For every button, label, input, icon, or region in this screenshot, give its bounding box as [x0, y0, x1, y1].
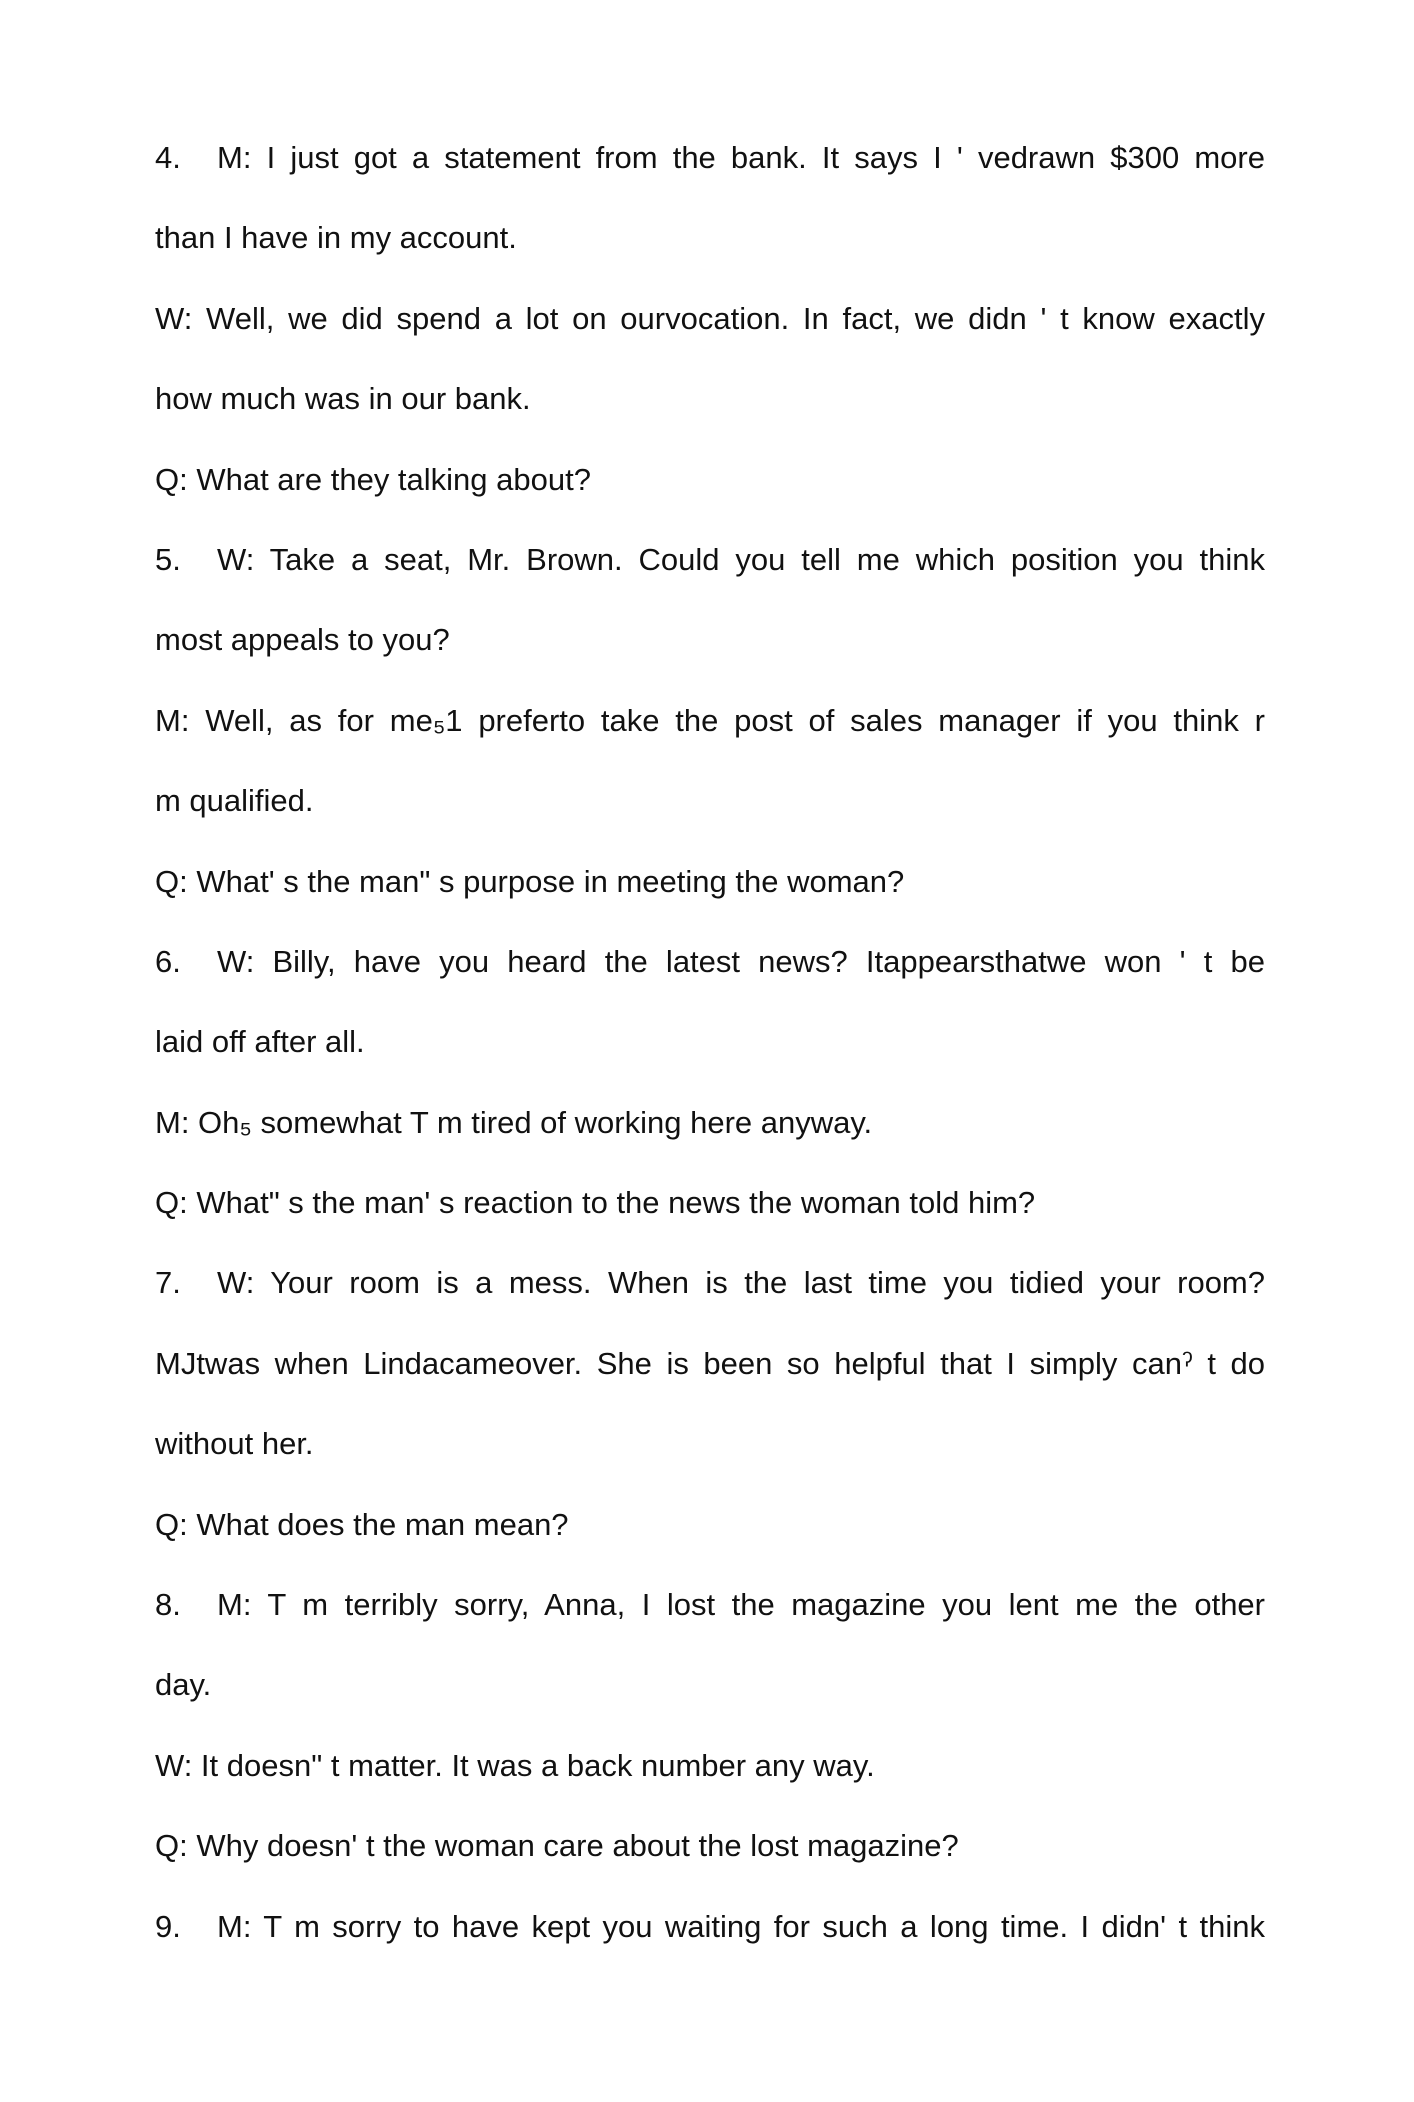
- line-text: M: Well, as for me₅1 preferto take the post of sales manager if you think r: [155, 702, 1265, 738]
- line-text: Q: What does the man mean?: [155, 1506, 569, 1542]
- line-text: laid off after all.: [155, 1024, 365, 1060]
- line-text: without her.: [155, 1426, 314, 1462]
- item-number: 7.: [155, 1265, 181, 1301]
- item-8-woman-line: [155, 1726, 1265, 1806]
- dialogue-text: [155, 118, 1265, 1967]
- item-5-woman-line: [155, 520, 1265, 600]
- line-text: Q: What" s the man' s reaction to the news the woman told him?: [155, 1185, 1036, 1221]
- line-text: how much was in our bank.: [155, 381, 531, 417]
- item-8-man-line: [155, 1565, 1265, 1645]
- line-text: Q: What are they talking about?: [155, 461, 591, 497]
- item-number: 4.: [155, 140, 181, 175]
- line-text: day.: [155, 1667, 212, 1703]
- item-5-man-line-cont: [155, 761, 1265, 841]
- item-6-question: [155, 1163, 1265, 1243]
- item-4-woman-line-cont: [155, 359, 1265, 439]
- item-7-man-line: [155, 1324, 1265, 1404]
- line-text: W: Billy, have you heard the latest news? Itappearsthatwe won ' t be: [217, 943, 1265, 979]
- item-number: 6.: [155, 943, 181, 979]
- line-text: W: Take a seat, Mr. Brown. Could you tell me which position you think: [217, 541, 1265, 577]
- item-7-question: [155, 1485, 1265, 1565]
- item-8-man-line-cont: [155, 1645, 1265, 1725]
- line-text: Q: Why doesn' t the woman care about the lost magazine?: [155, 1828, 959, 1864]
- item-6-woman-line: [155, 922, 1265, 1002]
- item-4-man-line: [155, 118, 1265, 198]
- item-7-woman-line: [155, 1243, 1265, 1323]
- line-text: M: I just got a statement from the bank. It says I ' vedrawn $300 more: [217, 140, 1265, 175]
- line-text: Q: What' s the man" s purpose in meeting the woman?: [155, 863, 905, 899]
- item-6-woman-line-cont: [155, 1002, 1265, 1082]
- item-7-man-line-cont: [155, 1404, 1265, 1484]
- item-8-question: [155, 1806, 1265, 1886]
- item-number: 5.: [155, 541, 181, 577]
- line-text: most appeals to you?: [155, 622, 450, 658]
- line-text: m qualified.: [155, 783, 314, 819]
- item-6-man-line: [155, 1083, 1265, 1163]
- line-text: M: T m terribly sorry, Anna, I lost the magazine you lent me the other: [217, 1587, 1265, 1623]
- line-text: MJtwas when Lindacameover. She is been so helpful that I simply canˀ t do: [155, 1345, 1265, 1381]
- line-text: M: Oh₅ somewhat T m tired of working here anyway.: [155, 1104, 873, 1140]
- item-5-man-line: [155, 681, 1265, 761]
- item-4-question: [155, 440, 1265, 520]
- line-text: than I have in my account.: [155, 220, 517, 256]
- line-text: W: Your room is a mess. When is the last time you tidied your room?: [217, 1265, 1265, 1301]
- line-text: W: Well, we did spend a lot on ourvocation. In fact, we didn ' t know exactly: [155, 300, 1265, 336]
- line-text: M: T m sorry to have kept you waiting for such a long time. I didn' t think: [217, 1908, 1265, 1944]
- item-5-woman-line-cont: [155, 600, 1265, 680]
- item-9-man-line: [155, 1887, 1265, 1967]
- item-number: 8.: [155, 1587, 181, 1623]
- line-text: W: It doesn" t matter. It was a back number any way.: [155, 1747, 875, 1783]
- item-4-woman-line: [155, 279, 1265, 359]
- item-4-man-line-cont: [155, 198, 1265, 278]
- item-number: 9.: [155, 1908, 181, 1944]
- item-5-question: [155, 842, 1265, 922]
